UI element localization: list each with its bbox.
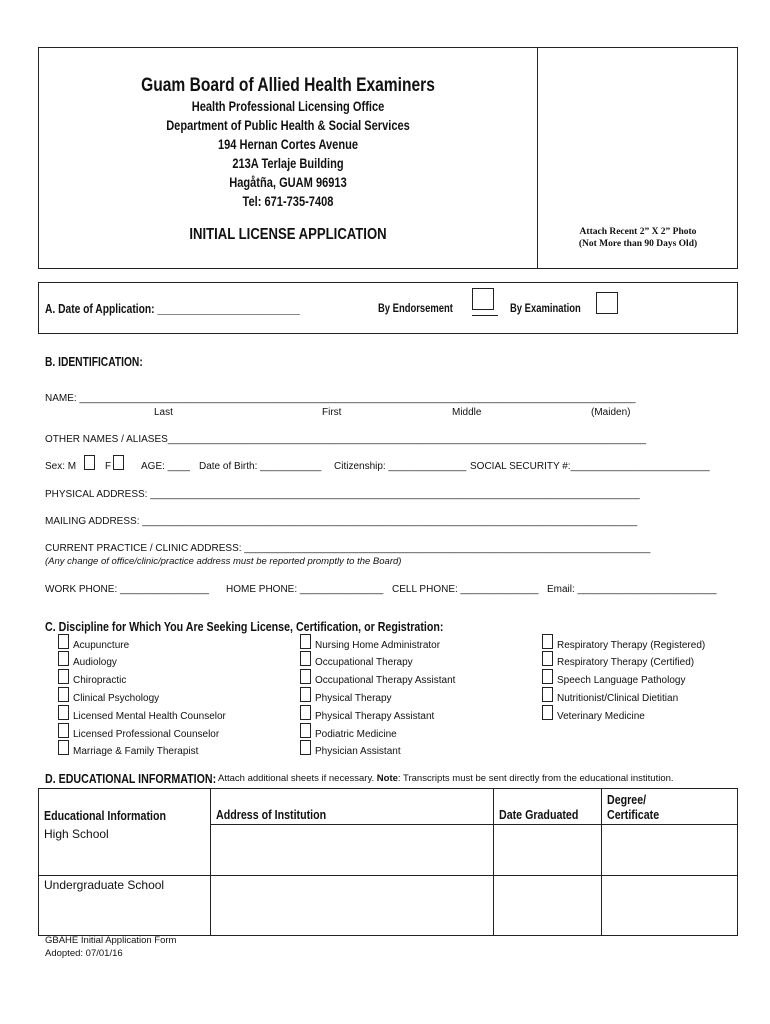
discipline-checkbox[interactable]: [300, 687, 311, 702]
table-row: [39, 876, 738, 936]
sex-label: Sex: M: [45, 461, 77, 472]
date-of-application[interactable]: A. Date of Application: _________________________: [45, 302, 300, 316]
discipline-checkbox[interactable]: [58, 634, 69, 649]
discipline-label: Physical Therapy: [315, 693, 392, 704]
practice-address-note: (Any change of office/clinic/practice address must be reported promptly to the Board): [45, 556, 402, 567]
discipline-checkbox[interactable]: [542, 669, 553, 684]
endorsement-checkbox[interactable]: [472, 288, 494, 310]
discipline-checkbox[interactable]: [542, 687, 553, 702]
other-names-field[interactable]: OTHER NAMES / ALIASES______________________________________________________________________________________: [45, 434, 647, 445]
header-divider: [537, 47, 538, 269]
ssn-field[interactable]: SOCIAL SECURITY #:_________________________: [470, 461, 710, 472]
discipline-checkbox[interactable]: [300, 705, 311, 720]
discipline-label: Occupational Therapy Assistant: [315, 675, 456, 686]
discipline-label: Clinical Psychology: [73, 693, 160, 704]
discipline-checkbox[interactable]: [300, 723, 311, 738]
discipline-label: Physician Assistant: [315, 746, 401, 757]
section-b-title: B. IDENTIFICATION:: [45, 355, 143, 369]
name-first-label: First: [322, 407, 342, 418]
discipline-checkbox[interactable]: [300, 651, 311, 666]
discipline-label: Podiatric Medicine: [315, 729, 397, 740]
header-line-2: Department of Public Health & Social Services: [166, 118, 410, 133]
sex-f-checkbox[interactable]: [113, 455, 124, 470]
discipline-label: Audiology: [73, 657, 117, 668]
org-title: Guam Board of Allied Health Examiners: [141, 75, 435, 96]
physical-address-field[interactable]: PHYSICAL ADDRESS: ________________________________________________________________________________________: [45, 489, 640, 500]
discipline-label: Acupuncture: [73, 640, 130, 651]
sex-m-checkbox[interactable]: [84, 455, 95, 470]
discipline-checkbox[interactable]: [58, 687, 69, 702]
discipline-label: Nutritionist/Clinical Dietitian: [557, 693, 679, 704]
name-middle-label: Middle: [452, 407, 482, 418]
form-title: INITIAL LICENSE APPLICATION: [189, 226, 387, 243]
discipline-label: Chiropractic: [73, 675, 127, 686]
undergrad-degree-cell[interactable]: [601, 876, 737, 936]
discipline-checkbox[interactable]: [58, 705, 69, 720]
discipline-checkbox[interactable]: [58, 651, 69, 666]
endorsement-label: By Endorsement: [378, 303, 453, 315]
citizenship-field[interactable]: Citizenship: ______________: [334, 461, 467, 472]
discipline-label: Veterinary Medicine: [557, 711, 645, 722]
row-label-undergrad: Undergraduate School: [39, 876, 211, 936]
home-phone-field[interactable]: HOME PHONE: _______________: [226, 584, 384, 595]
degree-line: Degree/: [606, 792, 646, 807]
photo-line-2: (Not More than 90 Days Old): [578, 239, 698, 249]
mailing-address-field[interactable]: MAILING ADDRESS: _________________________________________________________________________________________: [45, 516, 638, 527]
col-header-edu-info: Educational Information: [39, 789, 211, 825]
discipline-checkbox[interactable]: [300, 634, 311, 649]
practice-address-field[interactable]: CURRENT PRACTICE / CLINIC ADDRESS: _________________________________________________________________________: [45, 543, 651, 554]
dob-field[interactable]: Date of Birth: ___________: [199, 461, 322, 472]
high-school-date-cell[interactable]: [493, 825, 601, 876]
sex-f-label: F: [105, 461, 112, 472]
section-d-title: D. EDUCATIONAL INFORMATION:: [45, 771, 217, 786]
header-line-4: 213A Terlaje Building: [232, 156, 344, 171]
header-line-5: Hagåtña, GUAM 96913: [229, 175, 347, 190]
education-header-row: [39, 789, 738, 825]
endorsement-underline: [472, 315, 498, 316]
header-line-6: Tel: 671-735-7408: [242, 194, 334, 209]
examination-label: By Examination: [510, 303, 581, 315]
discipline-checkbox[interactable]: [542, 651, 553, 666]
section-d-note: [218, 773, 674, 784]
education-table: [38, 788, 738, 936]
photo-instruction: [540, 226, 736, 250]
section-c-title: C. Discipline for Which You Are Seeking License, Certification, or Registration:: [45, 619, 444, 634]
high-school-address-cell[interactable]: [211, 825, 493, 876]
discipline-label: Speech Language Pathology: [557, 675, 686, 686]
examination-checkbox[interactable]: [596, 292, 618, 314]
discipline-checkbox[interactable]: [542, 634, 553, 649]
discipline-checkbox[interactable]: [300, 740, 311, 755]
section-d-header: [45, 770, 674, 788]
undergrad-date-cell[interactable]: [493, 876, 601, 936]
discipline-checkbox[interactable]: [58, 669, 69, 684]
note-post: : Transcripts must be sent directly from the educational institution.: [397, 773, 674, 784]
discipline-checkbox[interactable]: [58, 740, 69, 755]
discipline-checkbox[interactable]: [542, 705, 553, 720]
discipline-label: Respiratory Therapy (Registered): [557, 640, 706, 651]
discipline-label: Licensed Mental Health Counselor: [73, 711, 226, 722]
high-school-degree-cell[interactable]: [601, 825, 737, 876]
name-field[interactable]: NAME: ____________________________________________________________________________________________________: [45, 393, 636, 404]
discipline-label: Respiratory Therapy (Certified): [557, 657, 695, 668]
row-label-high-school: High School: [39, 825, 211, 876]
note-pre: Attach additional sheets if necessary.: [218, 773, 377, 784]
discipline-checkbox[interactable]: [58, 723, 69, 738]
undergrad-address-cell[interactable]: [211, 876, 493, 936]
certificate-line: Certificate: [606, 807, 659, 822]
work-phone-field[interactable]: WORK PHONE: ________________: [45, 584, 209, 595]
footer-line-1: GBAHE Initial Application Form: [45, 935, 177, 946]
name-maiden-label: (Maiden): [591, 407, 631, 418]
header-line-1: Health Professional Licensing Office: [191, 99, 385, 114]
name-last-label: Last: [154, 407, 173, 418]
discipline-checkbox[interactable]: [300, 669, 311, 684]
table-row: [39, 825, 738, 876]
footer: [45, 934, 176, 960]
col-header-degree: [601, 789, 737, 825]
discipline-label: Physical Therapy Assistant: [315, 711, 435, 722]
discipline-label: Occupational Therapy: [315, 657, 413, 668]
age-field[interactable]: AGE: ____: [141, 461, 190, 472]
col-header-address: Address of Institution: [211, 789, 493, 825]
header-line-3: 194 Hernan Cortes Avenue: [217, 137, 359, 152]
email-field[interactable]: Email: _________________________: [547, 584, 717, 595]
photo-line-1: Attach Recent 2” X 2” Photo: [579, 227, 697, 237]
note-bold: Note: [376, 773, 398, 784]
discipline-label: Licensed Professional Counselor: [73, 729, 220, 740]
cell-phone-field[interactable]: CELL PHONE: ______________: [392, 584, 539, 595]
footer-line-2: Adopted: 07/01/16: [45, 948, 123, 959]
discipline-label: Marriage & Family Therapist: [73, 746, 199, 757]
col-header-date: Date Graduated: [493, 789, 601, 825]
discipline-label: Nursing Home Administrator: [315, 640, 441, 651]
